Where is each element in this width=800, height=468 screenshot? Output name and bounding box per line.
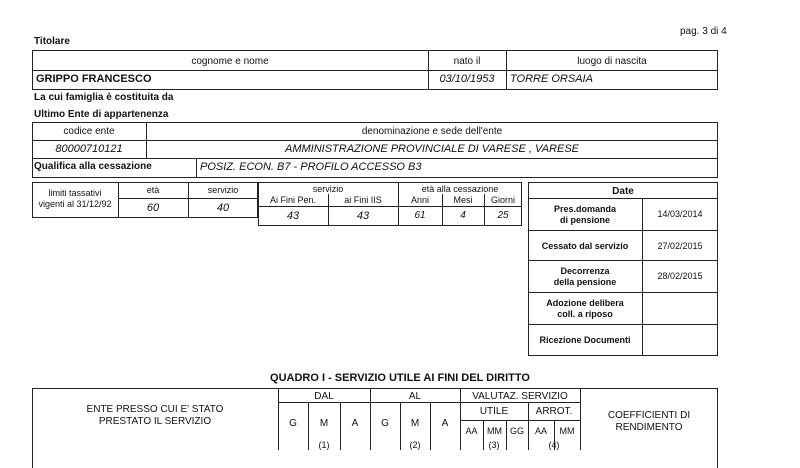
date-value-cessato: 27/02/2015: [657, 241, 703, 251]
date-row-label: [528, 266, 642, 288]
limiti-eta-label: età: [146, 185, 160, 195]
limiti-eta-value: 60: [146, 202, 160, 214]
titolare-name: GRIPPO FRANCESCO: [36, 73, 152, 85]
col-utile: UTILE: [479, 406, 509, 417]
note-4: (4): [548, 440, 560, 450]
col-al: AL: [408, 391, 422, 402]
anni-value: 61: [414, 210, 426, 221]
titolare-born: 03/10/1953: [439, 73, 495, 85]
limiti-label-line2: vigenti al 31/12/92: [38, 199, 112, 209]
servizio-iis-label: ai Fini IIS: [344, 195, 382, 205]
date-value-pres-domanda: 14/03/2014: [657, 209, 703, 219]
anni-label: Anni: [410, 195, 429, 205]
servizio-pen-value: 43: [286, 210, 300, 222]
dal-g: G: [289, 418, 297, 429]
ente-heading: Ultimo Ente di appartenenza: [34, 109, 169, 120]
col-coefficienti: [580, 410, 718, 434]
quadro-title: QUADRO I - SERVIZIO UTILE AI FINI DEL DIRITTO: [270, 372, 530, 384]
al-a: A: [441, 418, 449, 429]
date-value-decorrenza: 28/02/2015: [657, 271, 703, 281]
giorni-label: Giorni: [490, 195, 515, 205]
denominazione-value: AMMINISTRAZIONE PROVINCIALE DI VARESE , VARESE: [284, 143, 579, 155]
limiti-label: [32, 188, 118, 210]
date-label-line2: coll. a riposo: [557, 309, 613, 319]
arrot-aa: AA: [534, 426, 547, 436]
titolare-place: TORRE ORSAIA: [510, 73, 593, 85]
mesi-label: Mesi: [453, 195, 473, 205]
famiglia-label: La cui famiglia è costituita da: [34, 92, 174, 103]
qualifica-label: Qualifica alla cessazione: [34, 161, 152, 172]
date-label-line2: della pensione: [553, 277, 617, 287]
servizio-iis-value: 43: [356, 210, 370, 222]
dal-a: A: [351, 418, 359, 429]
date-label-line1: Adozione delibera: [546, 298, 624, 308]
col-cognome-nome: cognome e nome: [191, 56, 269, 67]
al-m: M: [410, 418, 420, 429]
utile-mm: MM: [487, 426, 502, 436]
col-dal: DAL: [314, 391, 334, 402]
servizio-pen-label: Ai Fini Pen.: [269, 195, 317, 205]
limiti-label-line1: limiti tassativi: [48, 188, 102, 198]
al-g: G: [381, 418, 389, 429]
date-row-label: [528, 298, 642, 320]
mesi-value: 4: [460, 210, 466, 221]
quadro-ente-line1: ENTE PRESSO CUI E' STATO: [86, 404, 224, 415]
codice-ente-value: 80000710121: [55, 143, 123, 155]
col-valutaz: VALUTAZ. SERVIZIO: [472, 391, 568, 402]
titolare-heading: Titolare: [34, 36, 70, 47]
col-denominazione: denominazione e sede dell'ente: [361, 126, 503, 137]
limiti-servizio-label: servizio: [207, 185, 239, 195]
date-label-ricezione: Ricezione Documenti: [539, 335, 631, 345]
utile-aa: AA: [465, 426, 478, 436]
date-label-line1: Decorrenza: [560, 266, 610, 276]
date-label-line1: Pres.domanda: [553, 204, 617, 214]
eta-cessazione-title: età alla cessazione: [421, 184, 499, 194]
col-nato-il: nato il: [453, 56, 481, 67]
col-arrot: ARROT.: [535, 406, 573, 417]
note-1: (1): [318, 440, 330, 450]
qualifica-value: POSIZ. ECON. B7 - PROFILO ACCESSO B3: [200, 161, 422, 173]
limiti-servizio-value: 40: [216, 202, 230, 214]
quadro-ente-label: [32, 404, 278, 428]
col-codice-ente: codice ente: [63, 126, 115, 137]
utile-gg: GG: [509, 426, 524, 436]
col-luogo-nascita: luogo di nascita: [577, 56, 647, 67]
dal-m: M: [319, 418, 329, 429]
quadro-ente-line2: PRESTATO IL SERVIZIO: [98, 416, 212, 427]
coeff-line1: COEFFICIENTI DI: [607, 410, 691, 421]
giorni-value: 25: [497, 210, 509, 221]
note-3: (3): [488, 440, 500, 450]
servizio-title: servizio: [312, 184, 344, 194]
arrot-mm: MM: [559, 426, 575, 436]
date-title: Date: [612, 186, 634, 197]
page-number: pag. 3 di 4: [680, 26, 727, 37]
date-label-cessato: Cessato dal servizio: [541, 241, 629, 251]
coeff-line2: RENDIMENTO: [615, 422, 683, 433]
note-2: (2): [409, 440, 421, 450]
date-row-label: [528, 204, 642, 226]
date-label-line2: di pensione: [559, 215, 610, 225]
